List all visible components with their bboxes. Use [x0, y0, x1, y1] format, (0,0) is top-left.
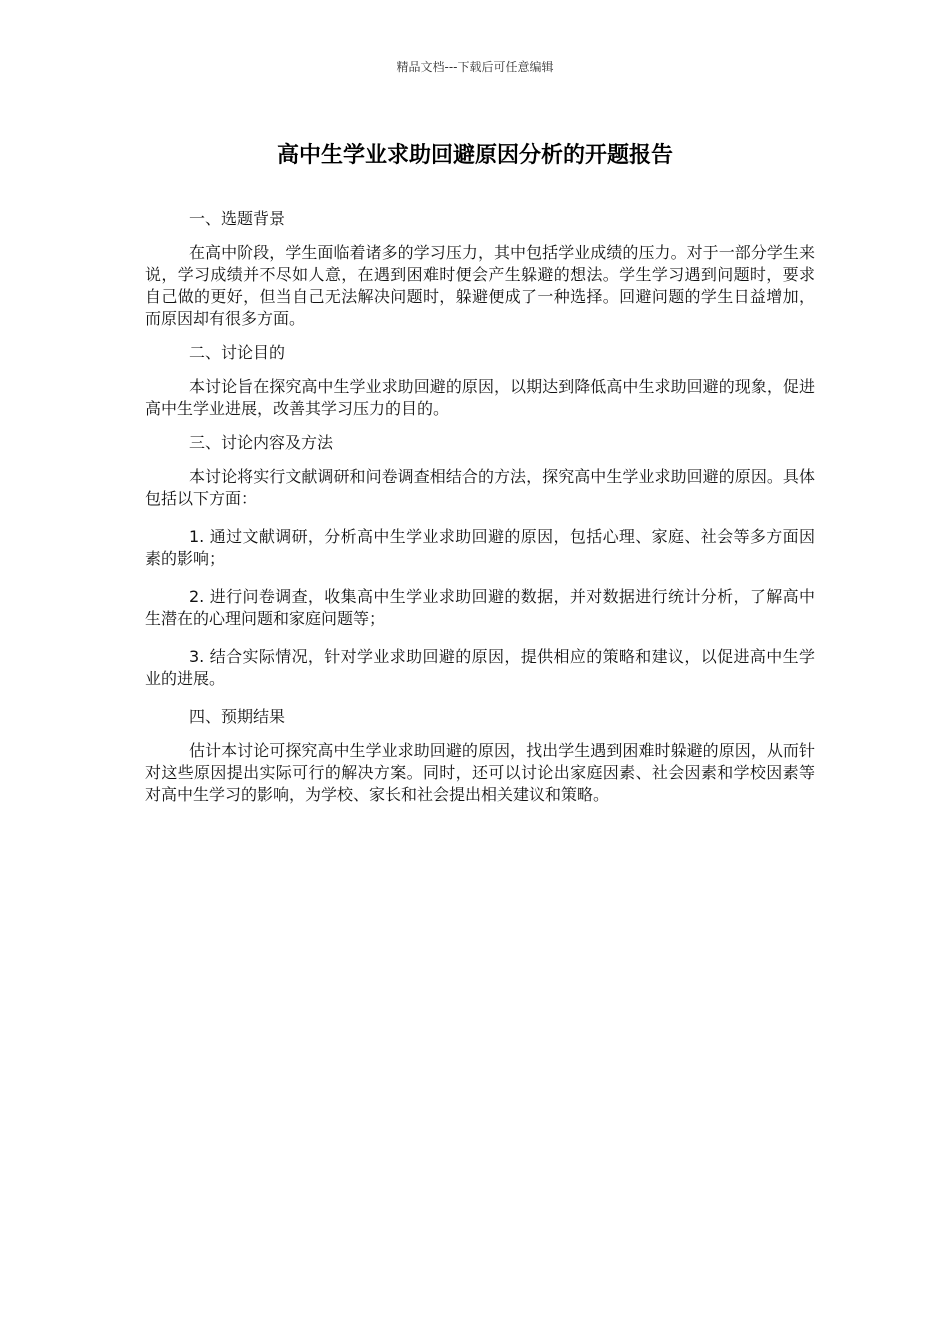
list-item: 2. 进行问卷调查，收集高中生学业求助回避的数据，并对数据进行统计分析，了解高中生潜在的心理问题和家庭问题等； — [145, 587, 815, 628]
document-body — [145, 208, 815, 818]
section-heading-purpose: 二、讨论目的 — [189, 343, 286, 362]
section-expected-results — [145, 706, 815, 806]
section-background — [145, 208, 815, 330]
paragraph: 估计本讨论可探究高中生学业求助回避的原因，找出学生遇到困难时躲避的原因，从而针对这些原因提出实际可行的解决方案。同时，还可以讨论出家庭因素、社会因素和学校因素等对高中生学习的影响，为学校、家长和社会提出相关建议和策略。 — [145, 741, 815, 804]
document-title: 高中生学业求助回避原因分析的开题报告 — [276, 143, 673, 168]
section-content-method — [145, 432, 815, 690]
paragraph: 在高中阶段，学生面临着诸多的学习压力，其中包括学业成绩的压力。对于一部分学生来说，学习成绩并不尽如人意，在遇到困难时便会产生躲避的想法。学生学习遇到问题时，要求自己做的更好，但当自己无法解决问题时，躲避便成了一种选择。回避问题的学生日益增加，而原因却有很多方面。 — [145, 243, 815, 328]
paragraph: 本讨论将实行文献调研和问卷调查相结合的方法，探究高中生学业求助回避的原因。具体包括以下方面： — [145, 467, 815, 508]
section-purpose — [145, 342, 815, 420]
list-item: 3. 结合实际情况，针对学业求助回避的原因，提供相应的策略和建议，以促进高中生学业的进展。 — [145, 647, 815, 688]
list-item: 1. 通过文献调研，分析高中生学业求助回避的原因，包括心理、家庭、社会等多方面因素的影响； — [145, 527, 815, 568]
page-header-note: 精品文档---下载后可任意编辑 — [396, 60, 554, 74]
section-heading-content-method: 三、讨论内容及方法 — [189, 433, 334, 452]
section-heading-background: 一、选题背景 — [189, 209, 286, 228]
paragraph: 本讨论旨在探究高中生学业求助回避的原因，以期达到降低高中生求助回避的现象，促进高中生学业进展，改善其学习压力的目的。 — [145, 377, 815, 418]
section-heading-expected-results: 四、预期结果 — [189, 707, 286, 726]
